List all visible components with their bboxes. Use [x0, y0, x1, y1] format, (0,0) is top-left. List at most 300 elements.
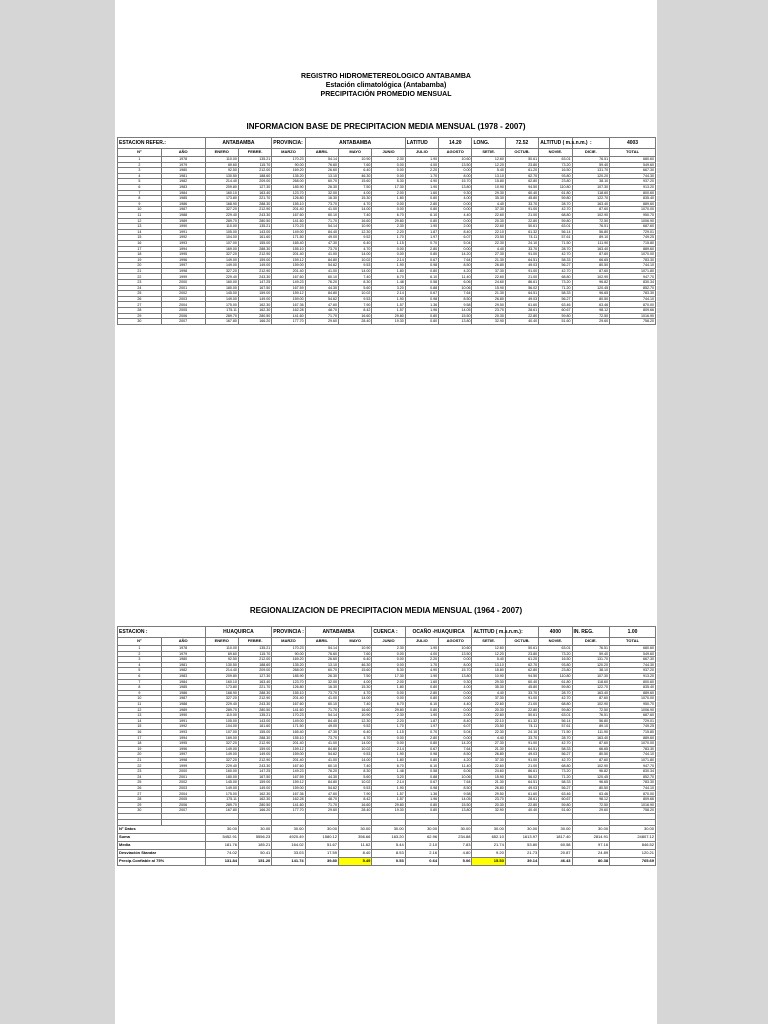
table-cell: 98.12	[572, 308, 610, 314]
table-cell: 76.51	[572, 157, 610, 163]
table-cell: 7.40	[339, 763, 372, 769]
table-cell: 0.00	[439, 218, 472, 224]
table-cell: 280.50	[238, 707, 271, 713]
table-cell: 1.80	[372, 757, 405, 763]
table-cell: 71.70	[305, 802, 338, 808]
table-cell: 744.30	[610, 173, 656, 179]
table-cell: 12	[118, 218, 162, 224]
table-cell: 38.10	[572, 179, 610, 185]
table-cell: 1985	[161, 196, 205, 202]
table-cell: 0.00	[439, 735, 472, 741]
table-cell: 44.30	[305, 774, 338, 780]
statistics-value: 30.00	[372, 825, 405, 833]
table-cell: 1.70	[405, 173, 438, 179]
table-cell: 0.80	[405, 696, 438, 702]
table-cell: 13.80	[439, 184, 472, 190]
table-cell: 1.48	[372, 769, 405, 775]
estacion-value: ANTABAMBA	[205, 138, 272, 149]
precipitation-regional-table	[117, 626, 656, 866]
table-cell: 177.70	[272, 319, 305, 325]
table-cell: 56.02	[505, 774, 538, 780]
table-cell: 21	[118, 268, 162, 274]
table-cell: 1978	[161, 157, 205, 163]
table-cell: 61.32	[505, 229, 538, 235]
table-cell: 110.80	[539, 673, 572, 679]
table-cell: 120.45	[572, 774, 610, 780]
table-cell: 159.00	[238, 257, 271, 263]
table-cell: 280.50	[238, 802, 271, 808]
table-cell: 170.23	[272, 157, 305, 163]
table-cell: 11	[118, 701, 162, 707]
table-cell: 0.80	[405, 319, 438, 325]
table-cell: 8.42	[339, 308, 372, 314]
altitud-value: 4000	[539, 627, 572, 638]
table-cell: 288.30	[238, 690, 271, 696]
table-cell: 54.62	[305, 296, 338, 302]
table-cell: 1.87	[405, 718, 438, 724]
table-cell: 1994	[161, 246, 205, 252]
table-cell: 4.00	[439, 685, 472, 691]
statistics-value: 30.00	[539, 825, 572, 833]
table-cell: 168.90	[205, 201, 238, 207]
table-cell: 15.50	[439, 802, 472, 808]
table-cell: 1990	[161, 224, 205, 230]
table-cell: 159.00	[238, 746, 271, 752]
table-cell: 744.10	[610, 752, 656, 758]
table-cell: 0.00	[372, 246, 405, 252]
table-cell: 28.40	[339, 808, 372, 814]
statistics-value: 74.02	[205, 849, 238, 857]
table-cell: 24	[118, 285, 162, 291]
table-cell: 42.70	[539, 757, 572, 763]
table-cell: 6.06	[439, 280, 472, 286]
table-cell: 27.30	[472, 252, 505, 258]
table-cell: 0.00	[439, 707, 472, 713]
table-cell: 155.00	[238, 240, 271, 246]
table-cell: 870.00	[610, 791, 656, 797]
table-cell: 84.80	[305, 291, 338, 297]
table-cell: 173.80	[205, 685, 238, 691]
column-header: ABRIL	[305, 638, 338, 646]
table-cell: 61.80	[539, 679, 572, 685]
table-cell: 92.50	[205, 657, 238, 663]
table-cell: 1980	[161, 168, 205, 174]
statistics-value: 1580.12	[305, 833, 338, 841]
table-cell: 175.00	[205, 302, 238, 308]
table-cell: 28	[118, 308, 162, 314]
table-cell: 6.70	[372, 701, 405, 707]
table-cell: 209.00	[238, 179, 271, 185]
table-cell: 149.00	[272, 229, 305, 235]
table-cell: 2.30	[372, 224, 405, 230]
table-cell: 12.30	[339, 229, 372, 235]
table-cell: 852.70	[610, 774, 656, 780]
table-cell: 60.10	[305, 701, 338, 707]
table-cell: 141.60	[272, 218, 305, 224]
table-cell: 80.50	[572, 752, 610, 758]
table-cell: 4.00	[339, 679, 372, 685]
table-cell: 147.25	[238, 280, 271, 286]
table-cell: 1993	[161, 729, 205, 735]
long-label: LONG.	[472, 138, 505, 149]
table-cell: 280.50	[238, 313, 271, 319]
table-cell: 28.70	[539, 246, 572, 252]
table-cell: 201.40	[272, 696, 305, 702]
table-cell: 120.20	[572, 173, 610, 179]
table-cell: 2001	[161, 285, 205, 291]
table-cell: 60.10	[305, 212, 338, 218]
table-cell: 159.00	[272, 785, 305, 791]
table-cell: 63.46	[572, 791, 610, 797]
table-cell: 6.40	[339, 168, 372, 174]
statistics-value: 51.67	[305, 841, 338, 849]
table-cell: 149.00	[238, 785, 271, 791]
table-cell: 92.50	[205, 168, 238, 174]
table-cell: 0.00	[372, 651, 405, 657]
table-cell: 87.60	[572, 207, 610, 213]
table-cell: 73.70	[305, 735, 338, 741]
table-cell: 15.70	[439, 668, 472, 674]
column-header: MARZO	[272, 149, 305, 157]
table-cell: 327.20	[205, 268, 238, 274]
statistics-value: 30.00	[505, 825, 538, 833]
table-cell: 201.40	[272, 207, 305, 213]
table-cell: 2.20	[405, 657, 438, 663]
table-cell: 74.11	[505, 235, 538, 241]
table-cell: 8	[118, 196, 162, 202]
table-cell: 0.80	[405, 741, 438, 747]
table-cell: 15	[118, 235, 162, 241]
table-cell: 0.80	[405, 218, 438, 224]
table-cell: 26.80	[472, 785, 505, 791]
table-cell: 1982	[161, 668, 205, 674]
table-cell: 73.70	[305, 246, 338, 252]
table-cell: 49.00	[305, 724, 338, 730]
table-cell: 149.00	[205, 296, 238, 302]
table-cell: 10	[118, 207, 162, 213]
table-cell: 147.25	[238, 769, 271, 775]
table-cell: 7.40	[339, 701, 372, 707]
statistics-value: 50.41	[238, 849, 271, 857]
table-cell: 149.00	[272, 718, 305, 724]
table-cell: 7	[118, 190, 162, 196]
table-cell: 2007	[161, 808, 205, 814]
table-cell: 110.00	[205, 646, 238, 652]
table-cell: 209.80	[205, 673, 238, 679]
table-cell: 167.60	[272, 701, 305, 707]
document-page	[115, 0, 657, 1024]
table-cell: 29.80	[372, 802, 405, 808]
table-cell: 3	[118, 168, 162, 174]
table-cell: 0.00	[439, 201, 472, 207]
table-cell: 680.60	[610, 646, 656, 652]
table-cell: 23.50	[472, 235, 505, 241]
statistics-value: 185.21	[238, 841, 271, 849]
table-cell: 54.14	[305, 157, 338, 163]
table-cell: 1987	[161, 207, 205, 213]
table-cell: 59.80	[539, 707, 572, 713]
table-cell: 110.00	[205, 157, 238, 163]
table-cell: 1.57	[372, 308, 405, 314]
table-cell: 10.90	[339, 646, 372, 652]
statistics-value: 120.21	[610, 849, 656, 857]
table-cell: 0.00	[439, 246, 472, 252]
table-cell: 0.00	[372, 741, 405, 747]
statistics-label: Desviación Standar	[118, 849, 206, 857]
table-cell: 5.60	[339, 774, 372, 780]
statistics-value: 846.52	[610, 841, 656, 849]
table-cell: 163.40	[572, 246, 610, 252]
table-cell: 21.30	[472, 746, 505, 752]
statistics-value: 33.03	[272, 849, 305, 857]
table-cell: 180.00	[205, 774, 238, 780]
table-cell: 159.12	[272, 780, 305, 786]
document-title	[115, 72, 657, 99]
cuenca-value: OCAÑO -HUAQUIRCA	[405, 627, 472, 638]
table-cell: 2.30	[372, 713, 405, 719]
table-cell: 715.80	[610, 240, 656, 246]
table-cell: 8.50	[439, 296, 472, 302]
table-cell: 14	[118, 229, 162, 235]
column-header: TOTAL	[610, 638, 656, 646]
table-cell: 0.98	[405, 785, 438, 791]
table-cell: 87.60	[572, 757, 610, 763]
statistics-value: 30.00	[272, 825, 305, 833]
table-cell: 160.00	[205, 769, 238, 775]
table-cell: 1.70	[372, 724, 405, 730]
table-cell: 1.96	[405, 797, 438, 803]
table-cell: 159.00	[272, 263, 305, 269]
table-cell: 167.60	[272, 763, 305, 769]
table-cell: 327.20	[205, 207, 238, 213]
table-cell: 145.00	[205, 291, 238, 297]
table-cell: 61.60	[505, 791, 538, 797]
table-cell: 107.00	[205, 240, 238, 246]
table-cell: 7.60	[339, 162, 372, 168]
table-cell: 2.80	[405, 201, 438, 207]
statistics-value: 1613.97	[505, 833, 538, 841]
table-cell: 21.00	[505, 701, 538, 707]
table-cell: 0.67	[405, 746, 438, 752]
table1-body	[118, 157, 656, 325]
table-cell: 1993	[161, 240, 205, 246]
table-cell: 122.70	[572, 685, 610, 691]
table-cell: 201.40	[272, 252, 305, 258]
table-cell: 1.97	[405, 235, 438, 241]
table-cell: 1.80	[372, 268, 405, 274]
table-cell: 167.36	[272, 302, 305, 308]
table-cell: 120.20	[572, 662, 610, 668]
table-cell: 54.14	[305, 713, 338, 719]
table-cell: 0.80	[405, 268, 438, 274]
table-cell: 49.03	[505, 296, 538, 302]
long-value: 72.52	[505, 138, 538, 149]
table-cell: 1.96	[405, 308, 438, 314]
table-cell: 1997	[161, 752, 205, 758]
table-cell: 8.42	[339, 797, 372, 803]
table-cell: 229.40	[205, 763, 238, 769]
table-cell: 58.33	[539, 291, 572, 297]
table-cell: 167.59	[272, 285, 305, 291]
table-cell: 30	[118, 319, 162, 325]
table-cell: 2.80	[405, 690, 438, 696]
table-cell: 2001	[161, 774, 205, 780]
table-cell: 6.70	[372, 212, 405, 218]
table-cell: 41.00	[305, 207, 338, 213]
table-cell: 0.80	[405, 802, 438, 808]
table-cell: 667.30	[610, 657, 656, 663]
table-cell: 1991	[161, 718, 205, 724]
table-cell: 63.46	[539, 302, 572, 308]
table-cell: 19	[118, 746, 162, 752]
table-cell: 159.00	[272, 296, 305, 302]
table-cell: 56.02	[505, 285, 538, 291]
table-cell: 169.00	[205, 246, 238, 252]
column-header: JULIO	[405, 149, 438, 157]
table-cell: 27	[118, 302, 162, 308]
table-cell: 80.50	[572, 785, 610, 791]
table-cell: 12.30	[339, 718, 372, 724]
table-cell: 1.90	[405, 646, 438, 652]
table-cell: 169.00	[205, 735, 238, 741]
table-cell: 72.50	[572, 802, 610, 808]
table-cell: 2.20	[405, 168, 438, 174]
table-cell: 289.70	[205, 707, 238, 713]
altitud-value: 4003	[610, 138, 656, 149]
statistics-row	[118, 849, 656, 857]
table-cell: 28.61	[505, 797, 538, 803]
table-cell: 11.40	[439, 274, 472, 280]
statistics-value: 652.10	[472, 833, 505, 841]
table-cell: 169.20	[272, 168, 305, 174]
table-cell: 1983	[161, 184, 205, 190]
table-cell: 15.80	[472, 179, 505, 185]
table-cell: 59.80	[539, 313, 572, 319]
table-cell: 46.30	[339, 173, 372, 179]
table-cell: 118.60	[572, 190, 610, 196]
statistics-value: 21.73	[505, 849, 538, 857]
table-cell: 23.50	[472, 724, 505, 730]
table-cell: 14.20	[439, 252, 472, 258]
column-header: N°	[118, 638, 162, 646]
table-cell: 268.00	[272, 179, 305, 185]
table-cell: 6.10	[405, 763, 438, 769]
table-cell: 0.00	[439, 690, 472, 696]
statistics-value: 15.53	[472, 857, 505, 865]
table-cell: 870.00	[610, 302, 656, 308]
nreg-label: IN. REG.	[572, 627, 610, 638]
statistics-value: 765.69	[610, 857, 656, 865]
column-header: DICIE.	[572, 638, 610, 646]
table-cell: 1981	[161, 662, 205, 668]
table-cell: 69.60	[205, 162, 238, 168]
table-cell: 56.80	[572, 718, 610, 724]
table-cell: 89.10	[572, 235, 610, 241]
table-cell: 12.20	[472, 162, 505, 168]
table-cell: 56.27	[539, 785, 572, 791]
table-cell: 830.34	[610, 769, 656, 775]
table-cell: 167.50	[238, 285, 271, 291]
statistics-value: 5452.91	[205, 833, 238, 841]
table-cell: 0.70	[405, 240, 438, 246]
table-cell: 27.30	[472, 741, 505, 747]
table-cell: 4.90	[405, 179, 438, 185]
table-cell: 73.20	[539, 280, 572, 286]
table-cell: 800.60	[610, 679, 656, 685]
table-cell: 26.60	[305, 657, 338, 663]
table-cell: 20	[118, 752, 162, 758]
table-cell: 93.80	[539, 173, 572, 179]
table-cell: 29.60	[572, 319, 610, 325]
table-cell: 2005	[161, 308, 205, 314]
table-cell: 22.30	[472, 240, 505, 246]
table-cell: 4.00	[439, 196, 472, 202]
table-cell: 170.23	[272, 646, 305, 652]
column-header: AÑO	[161, 638, 205, 646]
table-cell: 171.50	[272, 724, 305, 730]
table-cell: 11.40	[439, 763, 472, 769]
table-cell: 4.40	[472, 246, 505, 252]
table-cell: 2.30	[372, 157, 405, 163]
table-cell: 149.00	[205, 257, 238, 263]
table-cell: 1979	[161, 162, 205, 168]
table-cell: 4	[118, 662, 162, 668]
table-cell: 20.30	[472, 802, 505, 808]
table-cell: 21.00	[505, 763, 538, 769]
table-cell: 729.01	[610, 229, 656, 235]
table-cell: 8.50	[439, 785, 472, 791]
table-cell: 149.00	[205, 752, 238, 758]
table-cell: 1996	[161, 746, 205, 752]
table-cell: 12	[118, 707, 162, 713]
table-cell: 13.10	[472, 173, 505, 179]
table-cell: 2.80	[405, 735, 438, 741]
statistics-value: 141.74	[272, 857, 305, 865]
table-cell: 42.70	[539, 741, 572, 747]
table-cell: 149.00	[205, 746, 238, 752]
table-cell: 29.30	[472, 679, 505, 685]
table-cell: 0.00	[372, 696, 405, 702]
table-cell: 15.90	[472, 774, 505, 780]
table-cell: 162.30	[238, 791, 271, 797]
table-cell: 22.80	[505, 707, 538, 713]
table-cell: 5.30	[372, 668, 405, 674]
table-cell: 40.40	[505, 808, 538, 814]
table-cell: 87.60	[572, 268, 610, 274]
table-cell: 744.10	[610, 296, 656, 302]
table-cell: 10.02	[339, 746, 372, 752]
table-cell: 76.51	[572, 646, 610, 652]
table-cell: 1986	[161, 690, 205, 696]
table-cell: 1984	[161, 190, 205, 196]
table-cell: 0.58	[405, 280, 438, 286]
table-cell: 15	[118, 724, 162, 730]
table-cell: 1071.80	[610, 757, 656, 763]
latitud-value: 14.20	[439, 138, 472, 149]
table-cell: 3.20	[372, 285, 405, 291]
table-cell: 1.90	[405, 157, 438, 163]
table-cell: 1.80	[372, 196, 405, 202]
table-cell: 13.10	[305, 662, 338, 668]
table-cell: 165.40	[272, 729, 305, 735]
table-cell: 80.50	[572, 296, 610, 302]
table-cell: 1070.00	[610, 696, 656, 702]
table-cell: 1.70	[405, 662, 438, 668]
table-cell: 64.51	[505, 746, 538, 752]
statistics-value: 131.84	[205, 857, 238, 865]
table-cell: 1.60	[405, 679, 438, 685]
table-cell: 22.80	[505, 313, 538, 319]
